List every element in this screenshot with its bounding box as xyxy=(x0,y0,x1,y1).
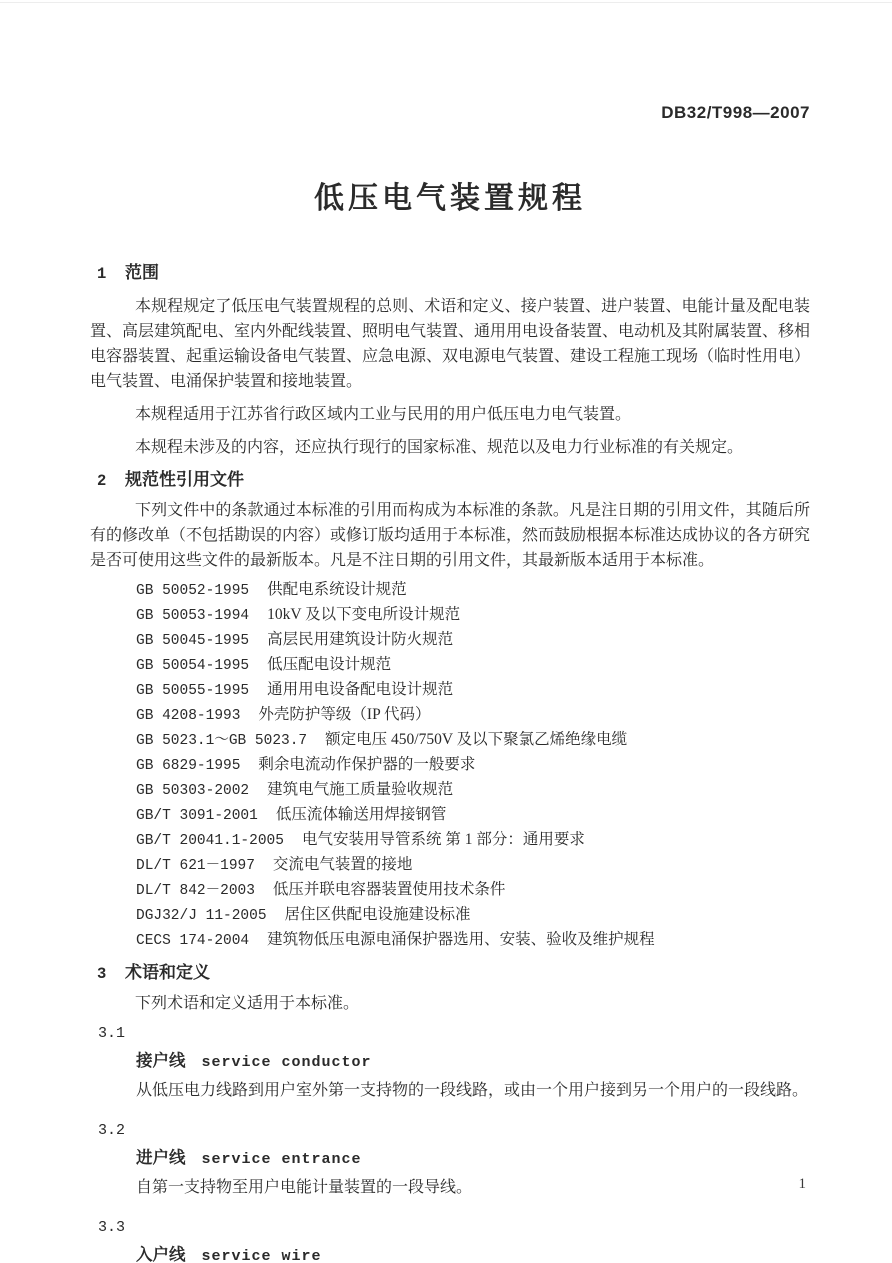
reference-list xyxy=(90,578,810,953)
reference-title: 低压流体输送用焊接钢管 xyxy=(275,806,447,823)
reference-item xyxy=(136,903,810,928)
section-scope xyxy=(90,261,810,460)
reference-title: 居住区供配电设施建设标准 xyxy=(284,906,471,923)
reference-code: GB 50053-1994 xyxy=(136,608,250,624)
section-number: 3 xyxy=(97,965,107,983)
reference-item xyxy=(136,928,810,953)
paragraph: 本规程规定了低压电气装置规程的总则、术语和定义、接户装置、进户装置、电能计量及配电装置、高层建筑配电、室内外配线装置、照明电气装置、通用用电设备装置、电动机及其附属装置、移相电容器装置、起重运输设备电气装置、应急电源、双电源电气装置、建设工程施工现场（临时性用电）电气装置、电涌保护装置和接地装置。 xyxy=(90,298,811,390)
term-name xyxy=(90,1049,810,1075)
reference-title: 建筑电气施工质量验收规范 xyxy=(267,781,454,798)
term-block xyxy=(90,1022,810,1103)
paragraph: 本规程未涉及的内容，还应执行现行的国家标准、规范以及电力行业标准的有关规定。 xyxy=(135,439,744,456)
section-heading xyxy=(90,261,810,286)
reference-item xyxy=(136,628,810,653)
term-name xyxy=(90,1243,810,1263)
reference-code: GB 50055-1995 xyxy=(136,683,250,699)
reference-title: 供配电系统设计规范 xyxy=(267,581,407,598)
reference-code: GB/T 3091-2001 xyxy=(136,808,258,824)
section-heading xyxy=(90,961,810,986)
term-number: 3.3 xyxy=(98,1219,126,1236)
section-heading-label: 范围 xyxy=(125,263,159,282)
reference-code: GB 50052-1995 xyxy=(136,583,250,599)
term-chinese: 接户线 xyxy=(136,1051,186,1070)
section-number: 2 xyxy=(97,472,107,490)
reference-title: 10kV 及以下变电所设计规范 xyxy=(267,606,461,623)
reference-title: 剩余电流动作保护器的一般要求 xyxy=(258,756,476,773)
reference-code: GB 5023.1～GB 5023.7 xyxy=(136,733,308,749)
term-number: 3.2 xyxy=(98,1122,126,1139)
reference-code: CECS 174-2004 xyxy=(136,933,250,949)
section-number: 1 xyxy=(97,265,107,283)
reference-item xyxy=(136,603,810,628)
section-heading-label: 规范性引用文件 xyxy=(125,470,244,489)
reference-item xyxy=(136,678,810,703)
reference-code: GB 50303-2002 xyxy=(136,783,250,799)
reference-code: DL/T 842－2003 xyxy=(136,883,255,899)
reference-code: DGJ32/J 11-2005 xyxy=(136,908,267,924)
reference-title: 高层民用建筑设计防火规范 xyxy=(267,631,454,648)
term-english: service wire xyxy=(201,1248,322,1263)
page-title: 低压电气装置规程 xyxy=(314,182,586,215)
term-block xyxy=(90,1119,810,1200)
reference-title: 交流电气装置的接地 xyxy=(272,856,413,873)
reference-item xyxy=(136,878,810,903)
term-chinese: 入户线 xyxy=(136,1245,186,1263)
reference-code: GB 50054-1995 xyxy=(136,658,250,674)
reference-title: 外壳防护等级（IP 代码） xyxy=(258,706,431,723)
reference-item xyxy=(136,803,810,828)
reference-title: 建筑物低压电源电涌保护器选用、安装、验收及维护规程 xyxy=(267,931,655,948)
section-heading xyxy=(90,468,810,493)
reference-title: 电气安装用导管系统 第 1 部分：通用要求 xyxy=(301,831,585,848)
term-name xyxy=(90,1146,810,1172)
paragraph: 下列术语和定义适用于本标准。 xyxy=(135,995,360,1012)
term-block xyxy=(90,1216,810,1263)
reference-code: GB 50045-1995 xyxy=(136,633,250,649)
section-normative-references xyxy=(90,468,810,953)
section-terms-definitions xyxy=(90,961,810,1263)
reference-item xyxy=(136,828,810,853)
scan-edge-line xyxy=(0,2,892,3)
term-english: service conductor xyxy=(201,1054,372,1071)
reference-item xyxy=(136,728,810,753)
term-english: service entrance xyxy=(201,1151,362,1168)
paragraph: 下列文件中的条款通过本标准的引用而构成为本标准的条款。凡是注日期的引用文件，其随后所有的修改单（不包括勘误的内容）或修订版均适用于本标准，然而鼓励根据本标准达成协议的各方研究是否可使用这些文件的最新版本。凡是不注日期的引用文件，其最新版本适用于本标准。 xyxy=(90,502,811,569)
reference-code: GB 6829-1995 xyxy=(136,758,241,774)
reference-item xyxy=(136,653,810,678)
standard-code: DB32/T998—2007 xyxy=(661,103,810,122)
reference-item xyxy=(136,778,810,803)
reference-item xyxy=(136,753,810,778)
term-number: 3.1 xyxy=(98,1025,126,1042)
reference-title: 通用用电设备配电设计规范 xyxy=(267,681,454,698)
reference-code: GB 4208-1993 xyxy=(136,708,241,724)
term-definition: 自第一支持物至用户电能计量装置的一段导线。 xyxy=(136,1179,473,1196)
reference-item xyxy=(136,703,810,728)
term-chinese: 进户线 xyxy=(136,1148,186,1167)
reference-code: DL/T 621－1997 xyxy=(136,858,255,874)
paragraph: 本规程适用于江苏省行政区域内工业与民用的用户低压电力电气装置。 xyxy=(135,406,632,423)
page-number: 1 xyxy=(798,1176,806,1192)
reference-item xyxy=(136,853,810,878)
reference-title: 低压并联电容器装置使用技术条件 xyxy=(272,881,506,898)
section-heading-label: 术语和定义 xyxy=(125,963,210,982)
reference-title: 低压配电设计规范 xyxy=(267,656,392,673)
reference-title: 额定电压 450/750V 及以下聚氯乙烯绝缘电缆 xyxy=(325,731,628,748)
reference-code: GB/T 20041.1-2005 xyxy=(136,833,284,849)
term-definition: 从低压电力线路到用户室外第一支持物的一段线路，或由一个用户接到另一个用户的一段线路。 xyxy=(136,1082,809,1099)
reference-item xyxy=(136,578,810,603)
